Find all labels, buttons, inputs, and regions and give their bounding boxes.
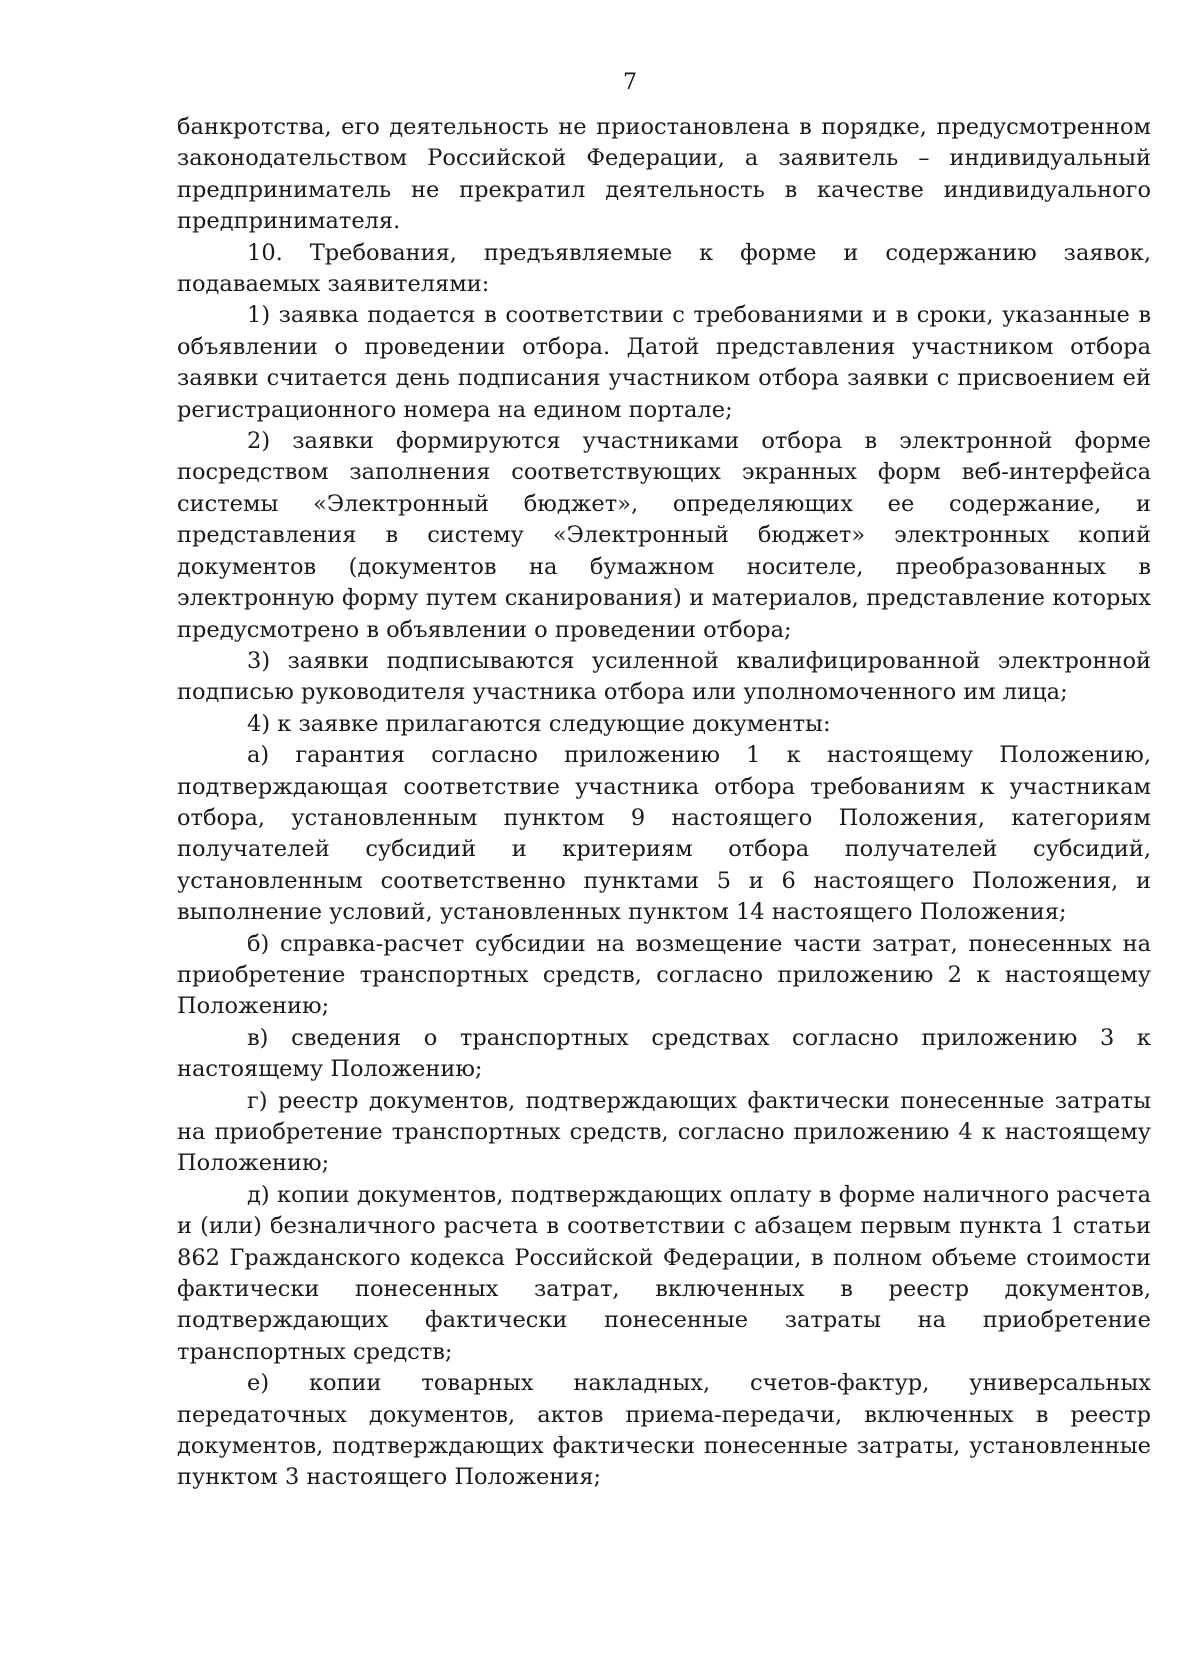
- paragraph-subitem-v: в) сведения о транспортных средствах согласно приложению 3 к настоящему Положению;: [177, 1024, 1151, 1083]
- paragraph-subitem-2: 2) заявки формируются участниками отбора в электронной форме посредством заполнения соответствующих экранных форм веб-интерфейса системы «Электронный бюджет», определяющих ее содержание, и представления в систему «Электронный бюджет» электронных копий документов (документов на бумажном носителе, преобразованных в электронную форму путем сканирования) и материалов, представление которых предусмотрено в объявлении о проведении отбора;: [177, 428, 1151, 643]
- paragraph-subitem-b: б) справка-расчет субсидии на возмещение части затрат, понесенных на приобретение транспортных средств, согласно приложению 2 к настоящему Положению;: [177, 930, 1151, 1020]
- paragraph-continuation: банкротства, его деятельность не приостановлена в порядке, предусмотренном законодательством Российской Федерации, а заявитель – индивидуальный предприниматель не прекратил деятельность в качестве индивидуального предпринимателя.: [177, 114, 1151, 235]
- paragraph-subitem-3: 3) заявки подписываются усиленной квалифицированной электронной подписью руководителя участника отбора или уполномоченного им лица;: [177, 647, 1151, 706]
- paragraph-subitem-1: 1) заявка подается в соответствии с требованиями и в сроки, указанные в объявлении о проведении отбора. Датой представления участником отбора заявки считается день подписания участником отбора заявки с присвоением ей регистрационного номера на едином портале;: [177, 302, 1151, 423]
- paragraph-item-10: 10. Требования, предъявляемые к форме и содержанию заявок, подаваемых заявителями:: [177, 239, 1151, 298]
- paragraph-subitem-g: г) реестр документов, подтверждающих фактически понесенные затраты на приобретение транспортных средств, согласно приложению 4 к настоящему Положению;: [177, 1087, 1151, 1177]
- document-body: [177, 112, 1151, 1494]
- paragraph-subitem-4: 4) к заявке прилагаются следующие документы:: [247, 710, 831, 737]
- paragraph-subitem-d: д) копии документов, подтверждающих оплату в форме наличного расчета и (или) безналичного расчета в соответствии с абзацем первым пункта 1 статьи 862 Гражданского кодекса Российской Федерации, в полном объеме стоимости фактически понесенных затрат, включенных в реестр документов, подтверждающих фактически понесенные затраты на приобретение транспортных средств;: [177, 1181, 1151, 1365]
- paragraph-subitem-e: е) копии товарных накладных, счетов-фактур, универсальных передаточных документов, актов приема-передачи, включенных в реестр документов, подтверждающих фактически понесенные затраты, установленные пунктом 3 настоящего Положения;: [177, 1370, 1151, 1491]
- paragraph-subitem-a: а) гарантия согласно приложению 1 к настоящему Положению, подтверждающая соответствие участника отбора требованиям к участникам отбора, установленным пунктом 9 настоящего Положения, категориям получателей субсидий и критериям отбора получателей субсидий, установленным соответственно пунктами 5 и 6 настоящего Положения, и выполнение условий, установленных пунктом 14 настоящего Положения;: [177, 742, 1151, 926]
- page-number: 7: [623, 70, 637, 95]
